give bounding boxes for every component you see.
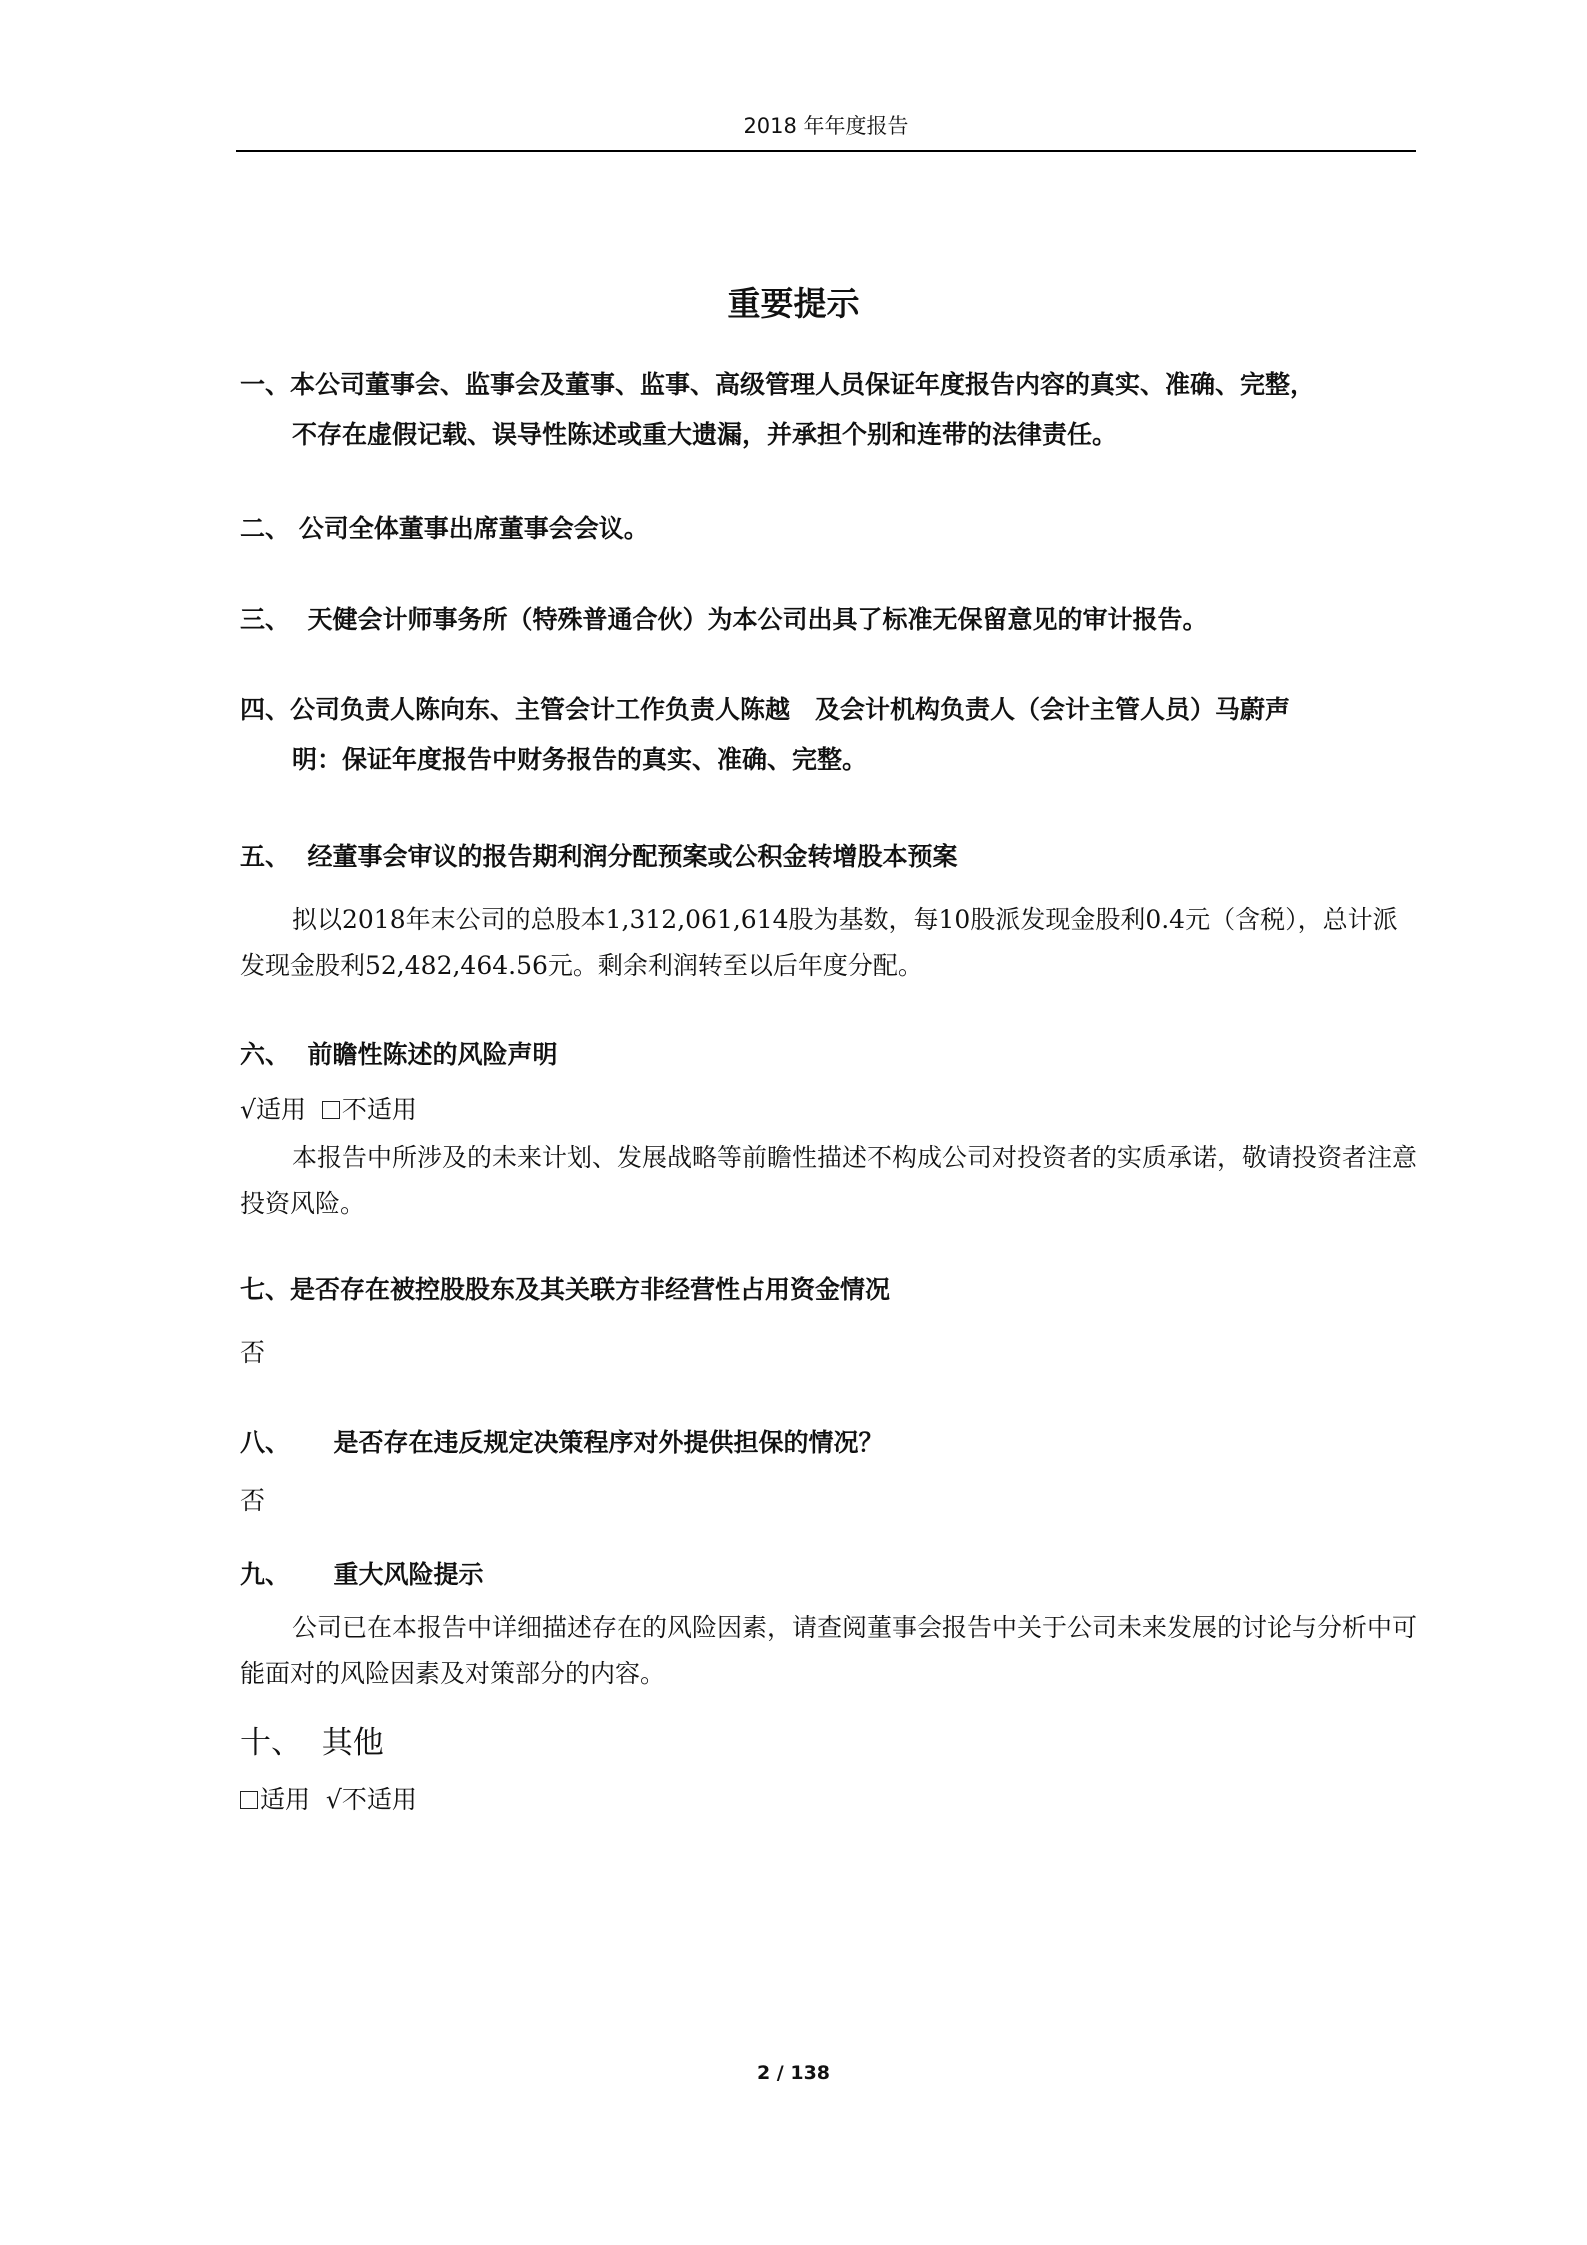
page-title: 重要提示 [727,284,860,323]
section-5-text: 经董事会审议的报告期利润分配预案或公积金转增股本预案 [307,842,958,871]
section-1-number: 一、 [240,370,291,399]
option-applicable-label: 适用 [255,1095,306,1124]
section-5-heading [240,832,1420,882]
section-6-heading [240,1030,1420,1080]
section-6-options [240,1090,417,1130]
checkbox-icon [240,1791,258,1809]
section-9-text: 重大风险提示 [333,1560,484,1589]
section-10-number: 十、 [240,1725,302,1761]
section-3-number: 三、 [240,605,291,634]
section-9-heading [240,1550,1420,1600]
section-8-number: 八、 [240,1428,291,1457]
option-not-applicable-label: 不适用 [341,1095,417,1124]
section-10-heading [240,1718,1420,1768]
section-9-number: 九、 [240,1560,291,1589]
section-6-number: 六、 [240,1040,291,1069]
section-1-line1: 本公司董事会、监事会及董事、监事、高级管理人员保证年度报告内容的真实、准确、完整， [290,370,1316,399]
section-7-number: 七、 [240,1275,291,1304]
option-not-applicable-label: 不适用 [341,1785,417,1814]
checkbox-icon [322,1101,340,1119]
section-5-body: 拟以2018年末公司的总股本1,312,061,614股为基数，每10股派发现金股利0.4元（含税），总计派发现金股利52,482,464.56元。剩余利润转至以后年度分配。 [240,905,1398,980]
page-header [236,110,1416,152]
option-applicable-label: 适用 [260,1785,311,1814]
page-number: 2 / 138 [756,2062,831,2084]
section-1-line2: 不存在虚假记载、误导性陈述或重大遗漏，并承担个别和连带的法律责任。 [292,420,1118,449]
section-4-line1: 公司负责人陈向东、主管会计工作负责人陈越 及会计机构负责人（会计主管人员）马蔚声 [290,695,1291,724]
section-1 [240,360,1420,460]
section-9-body: 公司已在本报告中详细描述存在的风险因素，请查阅董事会报告中关于公司未来发展的讨论与分析中可能面对的风险因素及对策部分的内容。 [240,1613,1418,1688]
section-6-text: 前瞻性陈述的风险声明 [307,1040,558,1069]
section-4 [240,685,1420,785]
section-7-heading [240,1265,1420,1315]
section-6-body: 本报告中所涉及的未来计划、发展战略等前瞻性描述不构成公司对投资者的实质承诺，敬请投资者注意投资风险。 [240,1143,1418,1218]
section-10-options [240,1780,417,1820]
section-8-heading [240,1418,1420,1468]
section-3 [240,595,1420,645]
header-text: 2018 年年度报告 [743,114,909,138]
check-mark-icon: √ [240,1095,256,1124]
section-8-text: 是否存在违反规定决策程序对外提供担保的情况？ [333,1428,884,1457]
section-3-text: 天健会计师事务所（特殊普通合伙）为本公司出具了标准无保留意见的审计报告。 [307,605,1208,634]
section-10-text: 其他 [321,1725,384,1761]
section-2 [240,504,1420,554]
check-mark-icon: √ [325,1785,342,1814]
section-4-line2: 明：保证年度报告中财务报告的真实、准确、完整。 [292,745,868,774]
section-7-answer: 否 [240,1338,266,1367]
section-5-number: 五、 [240,842,291,871]
section-2-number: 二、 [240,514,291,543]
section-8-answer: 否 [240,1486,266,1515]
section-4-number: 四、 [240,695,291,724]
section-7-text: 是否存在被控股股东及其关联方非经营性占用资金情况 [290,1275,891,1304]
section-2-text: 公司全体董事出席董事会会议。 [298,514,649,543]
